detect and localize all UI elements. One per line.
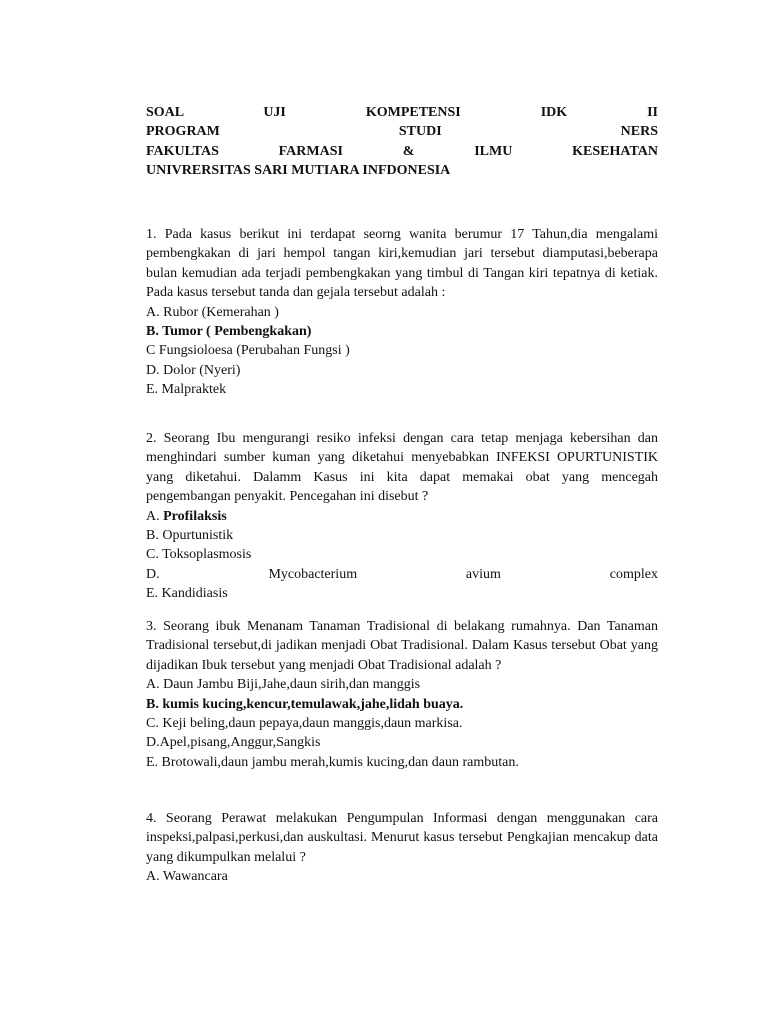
question-4 <box>146 809 658 887</box>
header-line-1 <box>146 103 658 122</box>
option-b: B. Opurtunistik <box>146 528 234 544</box>
option-a: A. Wawancara <box>146 869 228 885</box>
option-c: C Fungsioloesa (Perubahan Fungsi ) <box>146 343 350 359</box>
option-a-answer: Profilaksis <box>163 508 227 524</box>
header-word: FAKULTAS <box>146 143 219 159</box>
question-3 <box>146 617 658 772</box>
question-2 <box>146 429 658 604</box>
option-e: E. Kandidiasis <box>146 586 228 602</box>
option-c: C. Keji beling,daun pepaya,daun manggis,daun markisa. <box>146 716 463 732</box>
header-word: FARMASI <box>278 143 343 159</box>
header-word: PROGRAM <box>146 124 220 140</box>
option-d: D. Dolor (Nyeri) <box>146 362 241 378</box>
header-word: ILMU <box>474 143 513 159</box>
option-b-answer: B. Tumor ( Pembengkakan) <box>146 324 312 340</box>
header-word: STUDI <box>398 124 442 140</box>
header-word: KOMPETENSI <box>365 105 461 120</box>
option-word: D. <box>146 566 160 582</box>
option-d: D.Apel,pisang,Anggur,Sangkis <box>146 735 321 751</box>
header-line-4: UNIVRERSITAS SARI MUTIARA INFDONESIA <box>146 163 451 179</box>
question-stem: 3. Seorang ibuk Menanam Tanaman Tradisional di belakang rumahnya. Dan Tanaman Tradisional tersebut,di jadikan menjadi Obat Tradisional. Dalam Kasus tersebut Obat yang dijadikan Ibuk tersebut yang menjadi Obat Tradisional adalah ? <box>146 619 658 673</box>
option-word: complex <box>609 566 658 582</box>
option-e: E. Brotowali,daun jambu merah,kumis kucing,dan daun rambutan. <box>146 754 519 770</box>
header-line-2 <box>146 122 658 141</box>
header-word: II <box>647 105 658 120</box>
document-header <box>146 103 658 181</box>
header-word: SOAL <box>146 105 184 120</box>
question-1 <box>146 225 658 400</box>
option-a: A. Rubor (Kemerahan ) <box>146 304 279 320</box>
option-d <box>146 565 658 584</box>
header-word: UJI <box>263 105 286 120</box>
header-word: NERS <box>620 124 659 140</box>
option-c: C. Toksoplasmosis <box>146 547 252 563</box>
question-stem: 4. Seorang Perawat melakukan Pengumpulan Informasi dengan menggunakan cara inspeksi,palpasi,perkusi,dan auskultasi. Menurut kasus tersebut Pengkajian mencakup data yang dikumpulkan melalui ? <box>146 811 658 865</box>
option-a: A. Daun Jambu Biji,Jahe,daun sirih,dan manggis <box>146 677 421 693</box>
option-word: avium <box>465 566 501 582</box>
option-prefix: A. <box>146 508 164 524</box>
question-stem: 2. Seorang Ibu mengurangi resiko infeksi dengan cara tetap menjaga kebersihan dan menghindari sumber kuman yang diketahui menyebabkan INFEKSI OPURTUNISTIK yang diketahui. Dalamm Kasus ini kita dapat memakai obat yang mencegah pengembangan penyakit. Pencegahan ini disebut ? <box>146 431 658 505</box>
question-stem: 1. Pada kasus berikut ini terdapat seorng wanita berumur 17 Tahun,dia mengalami pembengkakan di jari hempol tangan kiri,kemudian jari tersebut diamputasi,beberapa bulan kemudian ada terjadi pembengkakan yang timbul di Tangan kiri tepatnya di ketiak. Pada kasus tersebut tanda dan gejala tersebut adalah : <box>146 227 658 301</box>
option-word: Mycobacterium <box>268 566 358 582</box>
header-line-3 <box>146 142 658 161</box>
header-word: KESEHATAN <box>572 143 658 159</box>
option-e: E. Malpraktek <box>146 382 227 398</box>
header-word: & <box>402 143 415 159</box>
option-a <box>146 507 658 526</box>
option-b-answer: B. kumis kucing,kencur,temulawak,jahe,lidah buaya. <box>146 696 464 712</box>
header-word: IDK <box>540 105 568 120</box>
